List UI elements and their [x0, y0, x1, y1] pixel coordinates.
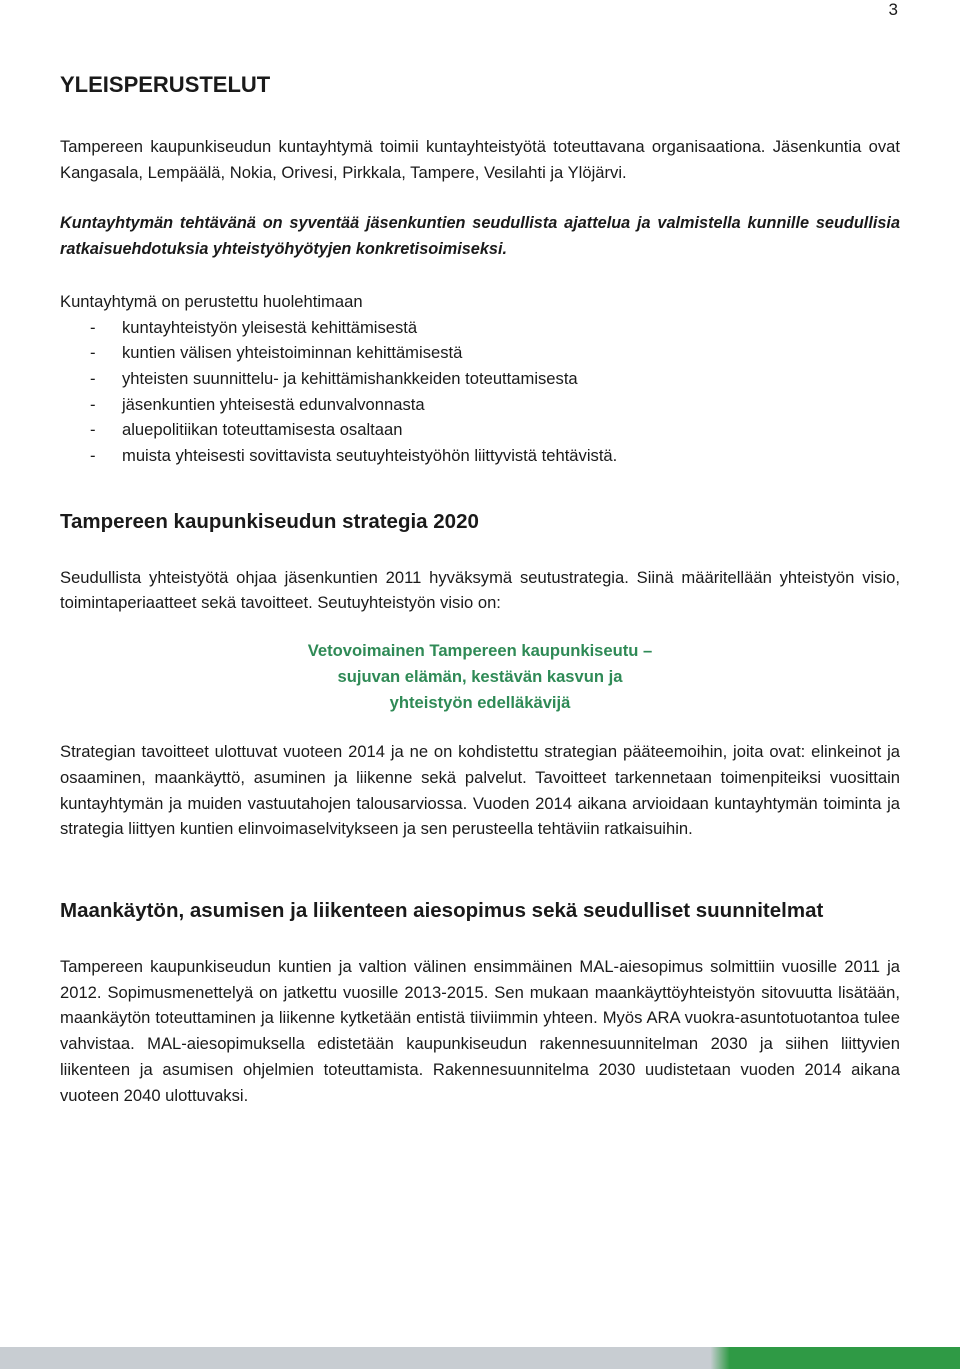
section-title-aiesopimus: Maankäytön, asumisen ja liikenteen aiesopimus sekä seudulliset suunnitelmat — [60, 899, 824, 923]
vision-statement — [60, 638, 900, 715]
dash-bullet: - — [90, 420, 96, 440]
intro-paragraph: Tampereen kaupunkiseudun kuntayhtymä toimii kuntayhteistyötä toteuttavana organisaationa. Jäsenkuntia ovat Kangasala, Lempäälä, Nokia, Orivesi, Pirkkala, Tampere, Vesilahti ja Ylöjärvi. — [60, 137, 900, 182]
list-item: - kuntien välisen yhteistoiminnan kehittämisestä — [60, 340, 900, 366]
document-body — [60, 60, 900, 1108]
strategy-paragraph: Seudullista yhteistyötä ohjaa jäsenkuntien 2011 hyväksymä seutustrategia. Siinä määritellään yhteistyön visio, toimintaperiaatteet sekä tavoitteet. Seutuyhteistyön visio on: — [60, 567, 900, 613]
section-title-strategia: Tampereen kaupunkiseudun strategia 2020 — [60, 509, 479, 533]
dash-bullet: - — [90, 317, 96, 337]
list-item: - jäsenkuntien yhteisestä edunvalvonnasta — [60, 392, 900, 418]
vision-line: Vetovoimainen Tampereen kaupunkiseutu – — [307, 641, 653, 661]
vision-line: sujuvan elämän, kestävän kasvun ja — [337, 666, 623, 686]
list-item: - muista yhteisesti sovittavista seutuyhteistyöhön liittyvistä tehtävistä. — [60, 443, 900, 469]
mission-paragraph: Kuntayhtymän tehtävänä on syventää jäsenkuntien seudullista ajattelua ja valmistella kunnille seudullisia ratkaisuehdotuksia yhteistyöhyötyjen konkretisoimiseksi. — [60, 214, 900, 259]
mal-paragraph: Tampereen kaupunkiseudun kuntien ja valtion välinen ensimmäinen MAL-aiesopimus solmittiin vuosille 2011 ja 2012. Sopimusmenettelyä on jatkettu vuosille 2013-2015. Sen mukaan maankäyttöyhteistyön sitovuutta lisätään, maankäytön toteuttaminen ja liikenne kytketään entistä tiiviimmin yhteen. Myös ARA vuokra-asuntotuotantoa tulee vahvistaa. MAL-aiesopimuksella edistetään kaupunkiseudun rakennesuunnitelman 2030 ja siihen liittyvien liikenteen ja asumisen ohjelmien toteuttamista. Rakennesuunnitelma 2030 uudistetaan vuoden 2014 aikana vuoteen 2040 ulottuvaksi. — [60, 957, 900, 1105]
dash-bullet: - — [90, 446, 96, 466]
dash-bullet: - — [90, 343, 96, 363]
duties-list — [60, 315, 900, 469]
vision-line: yhteistyön edelläkävijä — [389, 692, 571, 712]
footer-color-bar — [0, 1347, 960, 1369]
list-item: - yhteisten suunnittelu- ja kehittämishankkeiden toteuttamisesta — [60, 366, 900, 392]
section-title-yleisperustelut: YLEISPERUSTELUT — [60, 72, 271, 97]
strategy-goals-paragraph: Strategian tavoitteet ulottuvat vuoteen 2014 ja ne on kohdistettu strategian pääteemoihin, joita ovat: elinkeinot ja osaaminen, maankäyttö, asuminen ja liikenne sekä palvelut. Tavoitteet tarkennetaan toimenpiteiksi vuosittain kuntayhtymän ja muiden vastuutahojen talousarviossa. Vuoden 2014 aikana arvioidaan kuntayhtymän toiminta ja strategia liittyen kuntien elinvoimaselvitykseen ja sen perusteella tehtäviin ratkaisuihin. — [60, 742, 900, 839]
page-number: 3 — [888, 0, 898, 19]
dash-bullet: - — [90, 394, 96, 414]
duties-lead: Kuntayhtymä on perustettu huolehtimaan — [60, 291, 363, 311]
list-item: - aluepolitiikan toteuttamisesta osaltaan — [60, 417, 900, 443]
dash-bullet: - — [90, 368, 96, 388]
list-item: - kuntayhteistyön yleisestä kehittämisestä — [60, 315, 900, 341]
